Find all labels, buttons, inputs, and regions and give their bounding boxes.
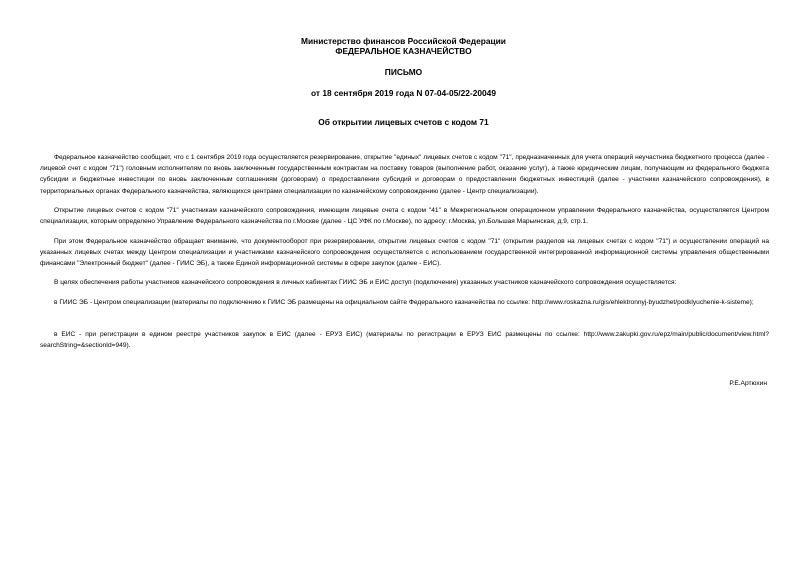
document-date-number: от 18 сентября 2019 года N 07-04-05/22-20049 [311,88,496,98]
ministry-title: Министерство финансов Российской Федерации [301,36,506,46]
agency-title: ФЕДЕРАЛЬНОЕ КАЗНАЧЕЙСТВО [335,46,472,56]
document-subject: Об открытии лицевых счетов с кодом 71 [318,117,489,127]
signature: Р.Е.Артюхин [729,380,767,387]
paragraph-3: При этом Федеральное казначейство обращает внимание, что документооборот при резервировании, открытии лицевых счетов с кодом "71" (открытии разделов на лицевых счетах с кодом "71") и осуществлении операций на указанных лицевых счетах между Центром специализации и участниками казначейского сопровождения осуществляется с использованием государственной интегрированной информационной системы управления общественными финансами "Электронный бюджет" (далее - ГИИС ЭБ), а также Единой информационной системы в сфере закупок (далее - ЕИС). [40,238,769,268]
paragraph-5-giis-eb: в ГИИС ЭБ - Центром специализации (материалы по подключению к ГИИС ЭБ размещены на официальном сайте Федерального казначейства по ссылке: http://www.roskazna.ru/gis/ehlektronnyj-byudzhet/podklyuchenie-k-sisteme); [54,299,754,306]
paragraph-2: Открытие лицевых счетов с кодом "71" участникам казначейского сопровождения, имеющим лицевые счета с кодом "41" в Межрегиональном операционном управлении Федерального казначейства, осуществляется Центром специализации, которым определено Управление Федерального казначейства по г.Москве (далее - ЦС УФК по г.Москве), по адресу: г.Москва, ул.Большая Марьинская, д.9, стр.1. [40,207,769,226]
paragraph-6-eis: в ЕИС - при регистрации в едином реестре участников закупок в ЕИС (далее - ЕРУЗ ЕИС) (материалы по регистрации в ЕРУЗ ЕИС размещены по ссылке: http://www.zakupki.gov.ru/epz/main/public/document/view.html?searchString=&sectionId=949). [40,331,769,350]
document-type: ПИСЬМО [384,67,423,77]
paragraph-4: В целях обеспечения работы участников казначейского сопровождения в личных кабинетах ГИИС ЭБ и ЕИС доступ (подключение) указанных участников казначейского сопровождения осуществляется: [54,279,677,286]
paragraph-1: Федеральное казначейство сообщает, что с 1 сентября 2019 года осуществляется резервирование, открытие "единых" лицевых счетов с кодом "71", предназначенных для учета операций неучастника бюджетного процесса (далее - лицевой счет с кодом "71") головным исполнителям по вновь заключенным государственным контрактам на поставку товаров (выполнение работ, оказание услуг), а также юридическим лицам, получающим из федерального бюджета субсидии и бюджетные инвестиции по вновь заключенным соглашениям (договорам) о предоставлении субсидий и договорам о предоставлении бюджетных инвестиций (далее - участники казначейского сопровождения), в территориальных органах Федерального казначейства, являющихся центрами специализации по казначейскому сопровождению (далее - Центр специализации). [40,154,769,195]
